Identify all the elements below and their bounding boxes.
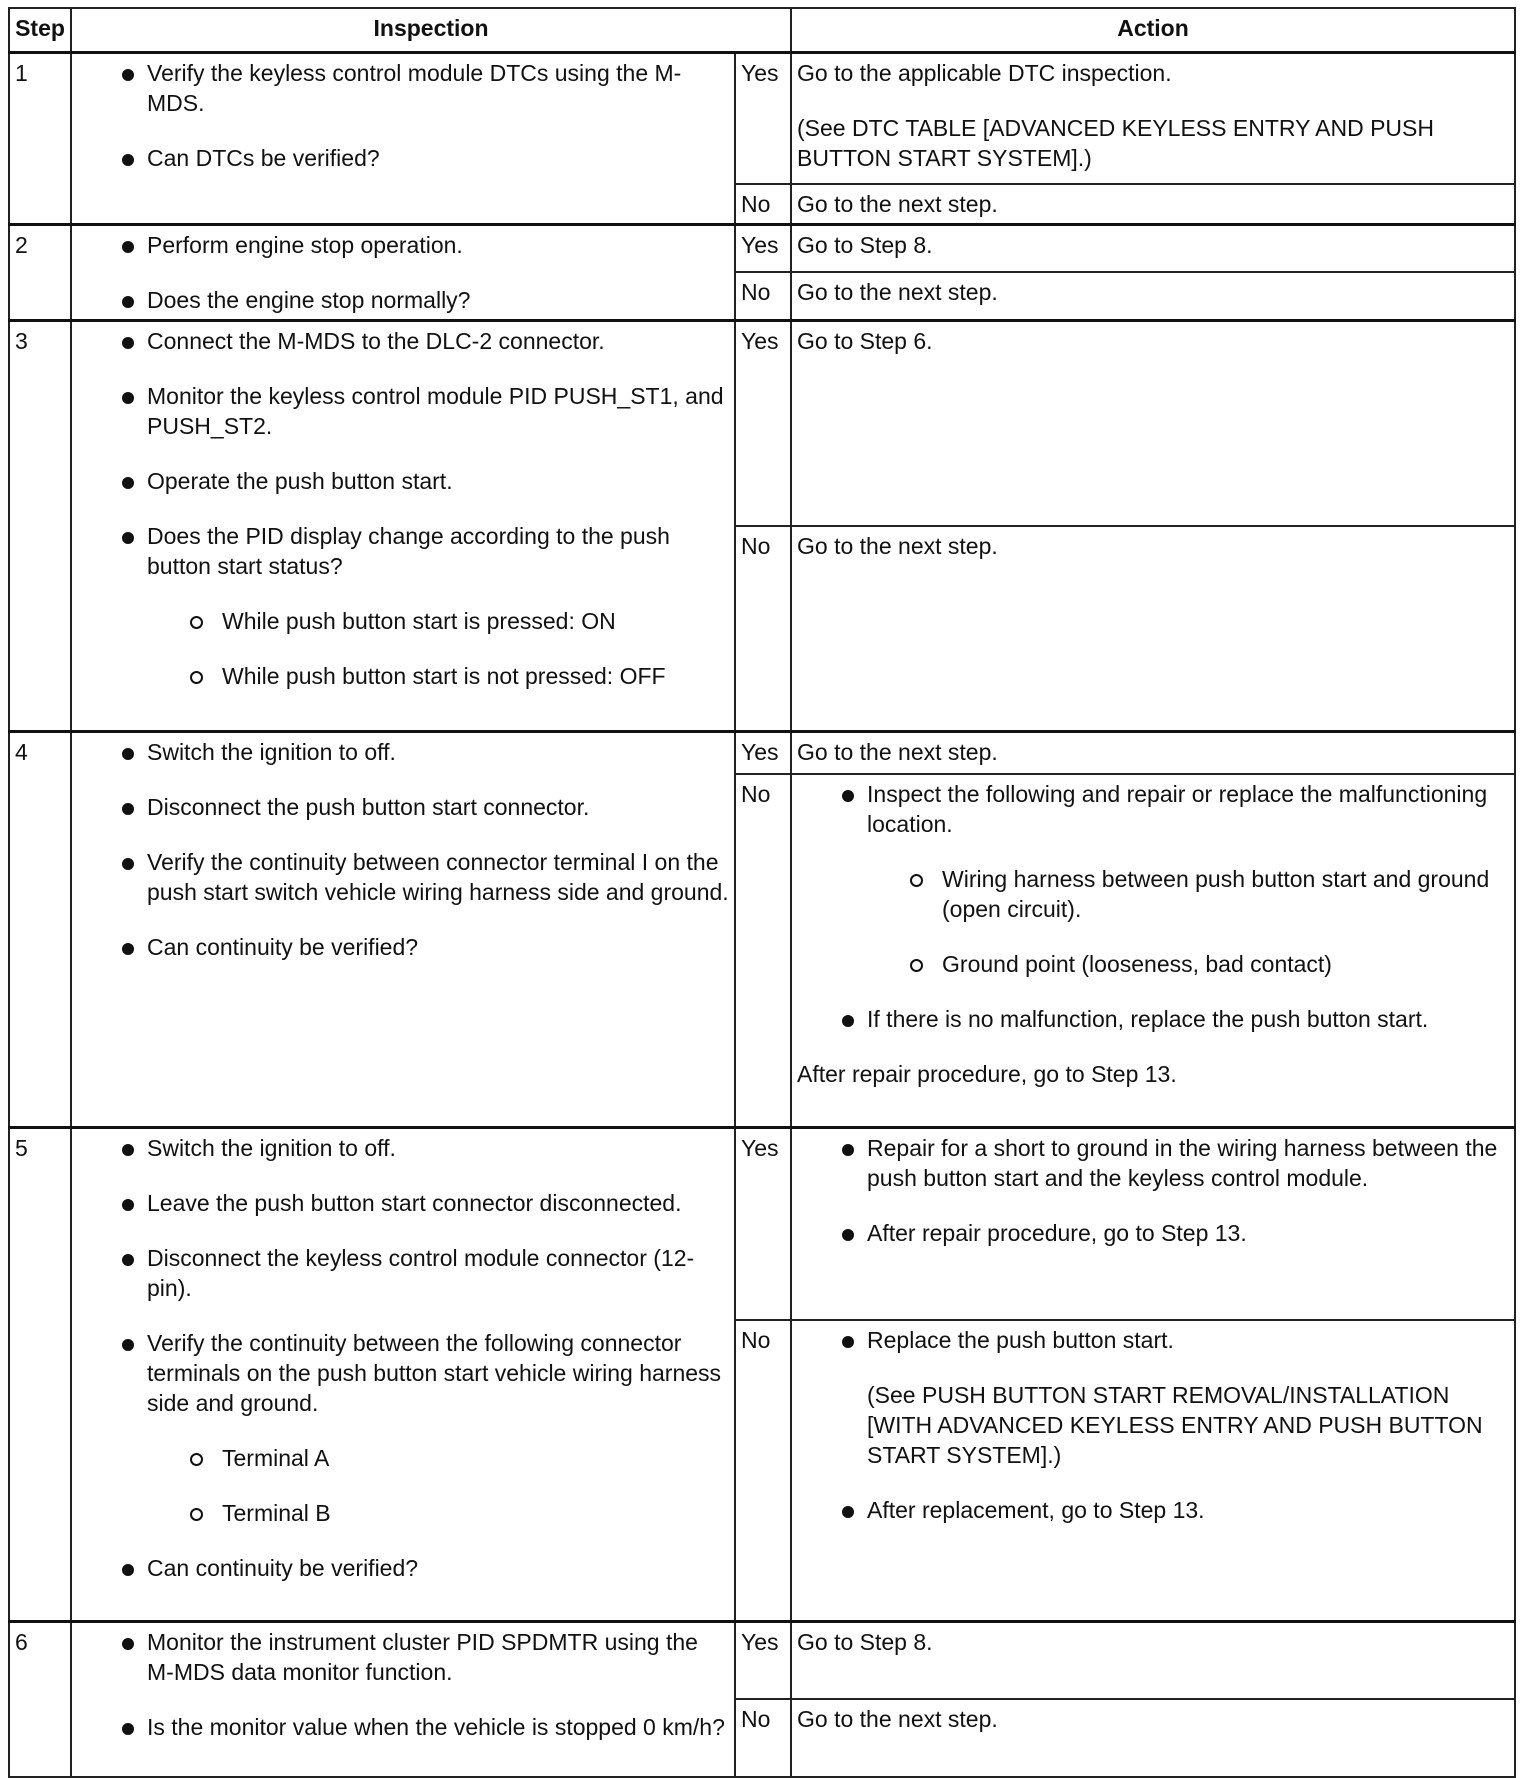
inspection-bullet: Monitor the keyless control module PID PUSH_ST1, and PUSH_ST2. (77, 381, 729, 441)
inspection-bullet: Disconnect the keyless control module connector (12-pin). (77, 1243, 729, 1303)
yes-label: Yes (735, 224, 791, 272)
action-after-text: After repair procedure, go to Step 13. (797, 1061, 1177, 1087)
action-bullet (797, 779, 1509, 979)
inspection-sub-bullet: While push button start is pressed: ON (147, 606, 729, 636)
step-row-6-yes (9, 1621, 1515, 1699)
inspection-cell (71, 1621, 735, 1777)
inspection-bullet: Can DTCs be verified? (77, 143, 729, 173)
inspection-bullet: Connect the M-MDS to the DLC-2 connector. (77, 326, 729, 356)
yes-label: Yes (735, 320, 791, 526)
action-no: Go to the next step. (791, 526, 1515, 731)
step-number: 6 (9, 1621, 71, 1777)
inspection-bullet (77, 521, 729, 691)
step-number: 5 (9, 1127, 71, 1621)
action-bullet (797, 1325, 1509, 1470)
step-number: 3 (9, 320, 71, 731)
action-note: (See PUSH BUTTON START REMOVAL/INSTALLATION [WITH ADVANCED KEYLESS ENTRY AND PUSH BUTTON START SYSTEM].) (867, 1382, 1483, 1468)
diagnostic-table (8, 7, 1516, 1778)
inspection-bullet: Can continuity be verified? (77, 932, 729, 962)
no-label: No (735, 526, 791, 731)
step-row-1-yes (9, 53, 1515, 184)
action-yes: Go to Step 8. (791, 224, 1515, 272)
no-label: No (735, 272, 791, 320)
yes-label: Yes (735, 1127, 791, 1320)
header-step: Step (9, 8, 71, 53)
inspection-bullet-text: Verify the continuity between the following connector terminals on the push button start vehicle wiring harness side and ground. (147, 1329, 722, 1416)
action-no (791, 1320, 1515, 1621)
step-row-3-yes (9, 320, 1515, 526)
inspection-bullet: Can continuity be verified? (77, 1553, 729, 1583)
action-bullet: Repair for a short to ground in the wiring harness between the push button start and the keyless control module. (797, 1133, 1509, 1193)
inspection-cell (71, 320, 735, 731)
action-bullet: After repair procedure, go to Step 13. (797, 1218, 1509, 1248)
action-bullet-text: Inspect the following and repair or replace the malfunctioning location. (867, 781, 1488, 837)
action-sub-bullet: Ground point (looseness, bad contact) (867, 949, 1509, 979)
no-label: No (735, 1320, 791, 1621)
action-yes: Go to Step 6. (791, 320, 1515, 526)
inspection-bullet-text: Does the PID display change according to the push button start status? (147, 522, 670, 579)
inspection-bullet: Operate the push button start. (77, 466, 729, 496)
inspection-sub-bullet: Terminal A (147, 1443, 729, 1473)
inspection-bullet: Verify the keyless control module DTCs using the M-MDS. (77, 58, 729, 118)
no-label: No (735, 184, 791, 225)
action-yes: Go to the next step. (791, 731, 1515, 774)
action-bullet: If there is no malfunction, replace the push button start. (797, 1004, 1509, 1034)
step-row-2-yes (9, 224, 1515, 272)
inspection-bullet: Perform engine stop operation. (77, 230, 729, 260)
step-row-4-yes (9, 731, 1515, 774)
yes-label: Yes (735, 731, 791, 774)
header-inspection: Inspection (71, 8, 791, 53)
troubleshooting-page (8, 7, 1514, 1767)
action-no: Go to the next step. (791, 184, 1515, 225)
inspection-bullet: Is the monitor value when the vehicle is stopped 0 km/h? (77, 1712, 729, 1742)
inspection-bullet: Leave the push button start connector disconnected. (77, 1188, 729, 1218)
action-bullet: After replacement, go to Step 13. (797, 1495, 1509, 1525)
action-bullet-text: Replace the push button start. (867, 1327, 1174, 1353)
step-number: 1 (9, 53, 71, 225)
inspection-bullet: Does the engine stop normally? (77, 285, 729, 315)
action-note: (See DTC TABLE [ADVANCED KEYLESS ENTRY AND PUSH BUTTON START SYSTEM].) (797, 115, 1434, 171)
no-label: No (735, 1699, 791, 1777)
inspection-sub-bullet: While push button start is not pressed: OFF (147, 661, 729, 691)
inspection-bullet: Switch the ignition to off. (77, 1133, 729, 1163)
action-yes (791, 1127, 1515, 1320)
inspection-cell (71, 731, 735, 1127)
inspection-bullet: Verify the continuity between connector terminal I on the push start switch vehicle wiring harness side and ground. (77, 847, 729, 907)
inspection-cell (71, 224, 735, 320)
header-row (9, 8, 1515, 53)
inspection-cell (71, 53, 735, 225)
inspection-bullet: Monitor the instrument cluster PID SPDMTR using the M-MDS data monitor function. (77, 1627, 729, 1687)
no-label: No (735, 774, 791, 1127)
action-no: Go to the next step. (791, 272, 1515, 320)
action-no: Go to the next step. (791, 1699, 1515, 1777)
header-action: Action (791, 8, 1515, 53)
step-row-5-yes (9, 1127, 1515, 1320)
action-sub-bullet: Wiring harness between push button start and ground (open circuit). (867, 864, 1509, 924)
inspection-sub-bullet: Terminal B (147, 1498, 729, 1528)
inspection-cell (71, 1127, 735, 1621)
yes-label: Yes (735, 53, 791, 184)
step-number: 2 (9, 224, 71, 320)
inspection-bullet: Switch the ignition to off. (77, 737, 729, 767)
action-no (791, 774, 1515, 1127)
action-text: Go to the applicable DTC inspection. (797, 60, 1172, 86)
action-yes: Go to Step 8. (791, 1621, 1515, 1699)
inspection-bullet (77, 1328, 729, 1528)
yes-label: Yes (735, 1621, 791, 1699)
action-yes (791, 53, 1515, 184)
inspection-bullet: Disconnect the push button start connector. (77, 792, 729, 822)
step-number: 4 (9, 731, 71, 1127)
